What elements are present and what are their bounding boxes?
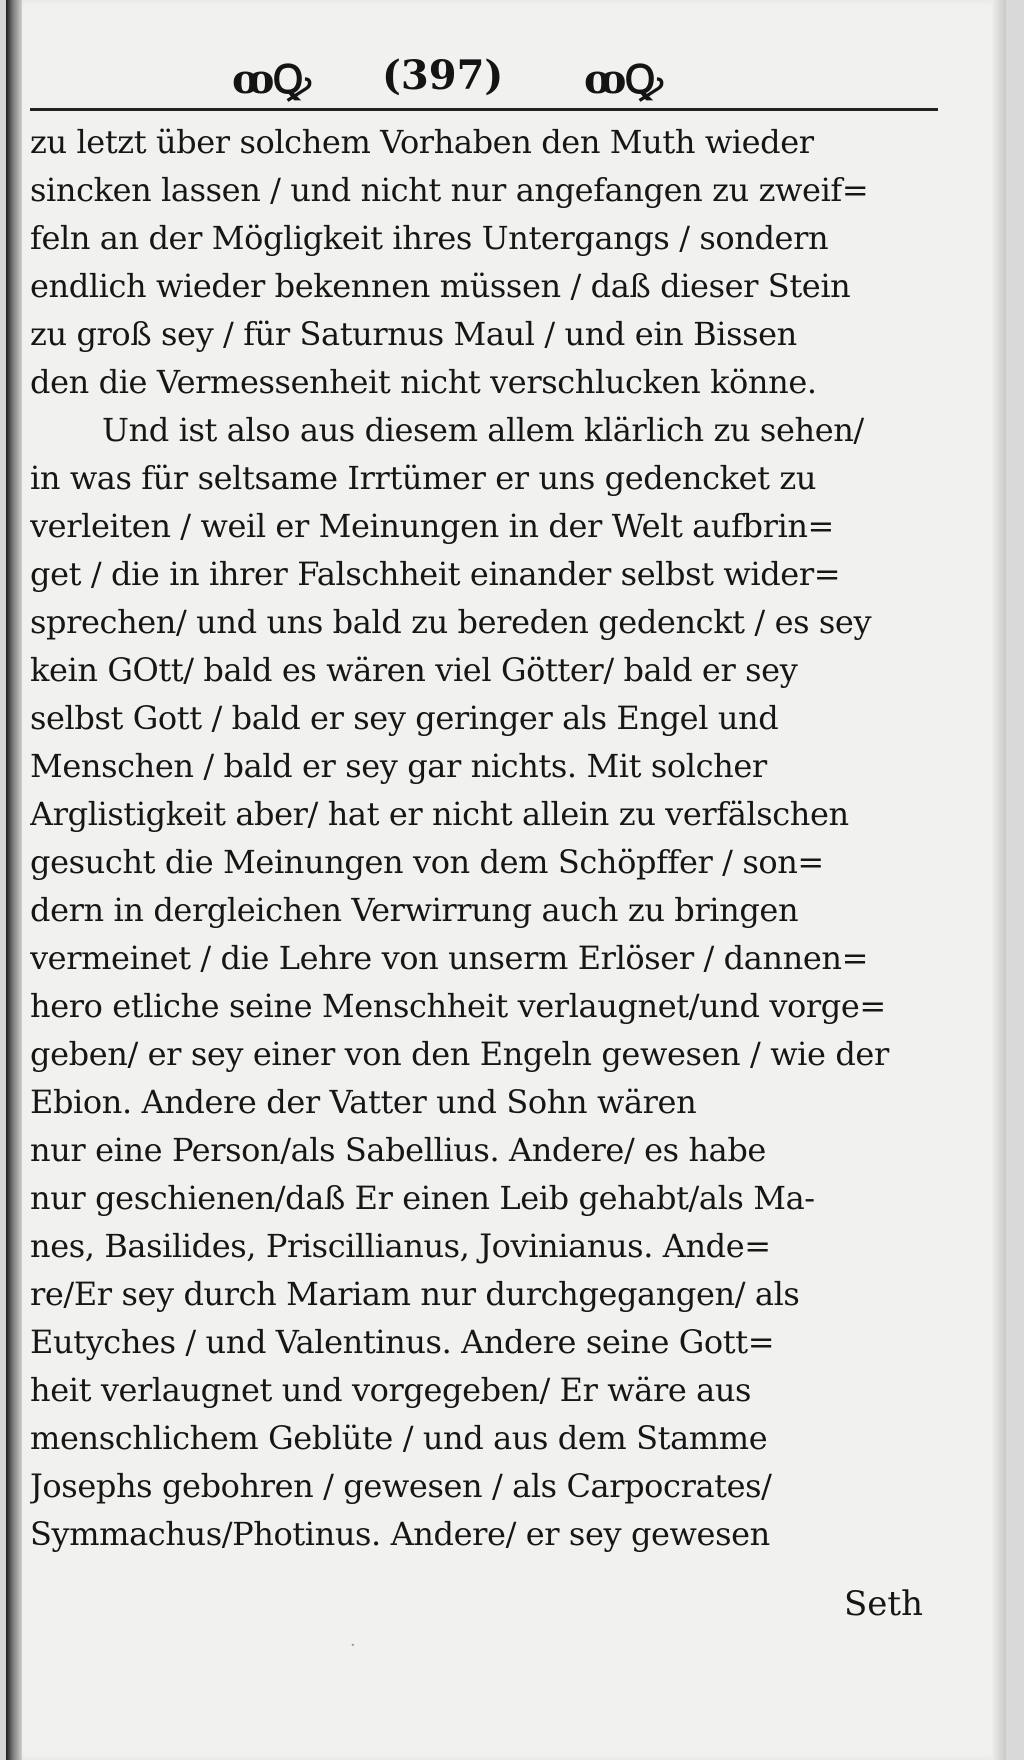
text-line: Und ist also aus diesem allem klärlich zu sehen/ bbox=[102, 411, 864, 449]
text-line: geben/ er sey einer von den Engeln gewesen / wie der bbox=[30, 1035, 889, 1073]
text-line: vermeinet / die Lehre von unserm Erlöser / dannen= bbox=[30, 939, 868, 977]
text-line: Arglistigkeit aber/ hat er nicht allein zu verfälschen bbox=[30, 795, 849, 833]
text-line: nur geschienen/daß Er einen Leib gehabt/als Ma- bbox=[30, 1179, 815, 1217]
text-line: feln an der Mögligkeit ihres Untergangs / sondern bbox=[30, 219, 829, 257]
page-right-edge bbox=[992, 0, 1006, 1760]
text-line: nur eine Person/als Sabellius. Andere/ es habe bbox=[30, 1131, 766, 1169]
text-line: verleiten / weil er Meinungen in der Welt aufbrin= bbox=[30, 507, 834, 545]
page-header bbox=[232, 52, 661, 112]
page-number: (397) bbox=[382, 52, 504, 99]
header-rule bbox=[30, 108, 938, 111]
text-line: gesucht die Meinungen von dem Schöpffer / son= bbox=[30, 843, 824, 881]
catchword: Seth bbox=[844, 1584, 923, 1624]
page-text-block bbox=[30, 118, 942, 1558]
text-line: heit verlaugnet und vorgegeben/ Er wäre aus bbox=[30, 1371, 752, 1409]
print-speck: · bbox=[350, 1635, 356, 1656]
text-line: zu letzt über solchem Vorhaben den Muth wieder bbox=[30, 123, 814, 161]
text-line: menschlichem Geblüte / und aus dem Stamme bbox=[30, 1419, 768, 1457]
text-line: sprechen/ und uns bald zu bereden gedenckt / es sey bbox=[30, 603, 872, 641]
text-line: endlich wieder bekennen müssen / daß dieser Stein bbox=[30, 267, 851, 305]
text-line: in was für seltsame Irrtümer er uns gedencket zu bbox=[30, 459, 817, 497]
text-line: re/Er sey durch Mariam nur durchgegangen/ als bbox=[30, 1275, 800, 1313]
text-line: Josephs gebohren / gewesen / als Carpocrates/ bbox=[30, 1467, 772, 1505]
text-line: Symmachus/Photinus. Andere/ er sey gewesen bbox=[30, 1515, 770, 1553]
header-ornament-left: ꝏꝘ bbox=[232, 56, 309, 103]
text-line: kein GOtt/ bald es wären viel Götter/ bald er sey bbox=[30, 651, 798, 689]
text-line: selbst Gott / bald er sey geringer als Engel und bbox=[30, 699, 779, 737]
text-line: nes, Basilides, Priscillianus, Jovinianus. Ande= bbox=[30, 1227, 771, 1265]
text-line: Menschen / bald er sey gar nichts. Mit solcher bbox=[30, 747, 767, 785]
text-line: sincken lassen / und nicht nur angefangen zu zweif= bbox=[30, 171, 869, 209]
text-line: get / die in ihrer Falschheit einander selbst wider= bbox=[30, 555, 841, 593]
text-line: hero etliche seine Menschheit verlaugnet/und vorge= bbox=[30, 987, 886, 1025]
text-line: den die Vermessenheit nicht verschlucken könne. bbox=[30, 363, 817, 401]
book-page bbox=[6, 0, 1006, 1760]
page-gutter-shadow bbox=[6, 0, 22, 1760]
text-line: Ebion. Andere der Vatter und Sohn wären bbox=[30, 1083, 697, 1121]
text-line: dern in dergleichen Verwirrung auch zu bringen bbox=[30, 891, 799, 929]
header-ornament-right: ꝏꝘ bbox=[584, 56, 661, 103]
text-line: Eutyches / und Valentinus. Andere seine Gott= bbox=[30, 1323, 775, 1361]
text-line: zu groß sey / für Saturnus Maul / und ein Bissen bbox=[30, 315, 797, 353]
